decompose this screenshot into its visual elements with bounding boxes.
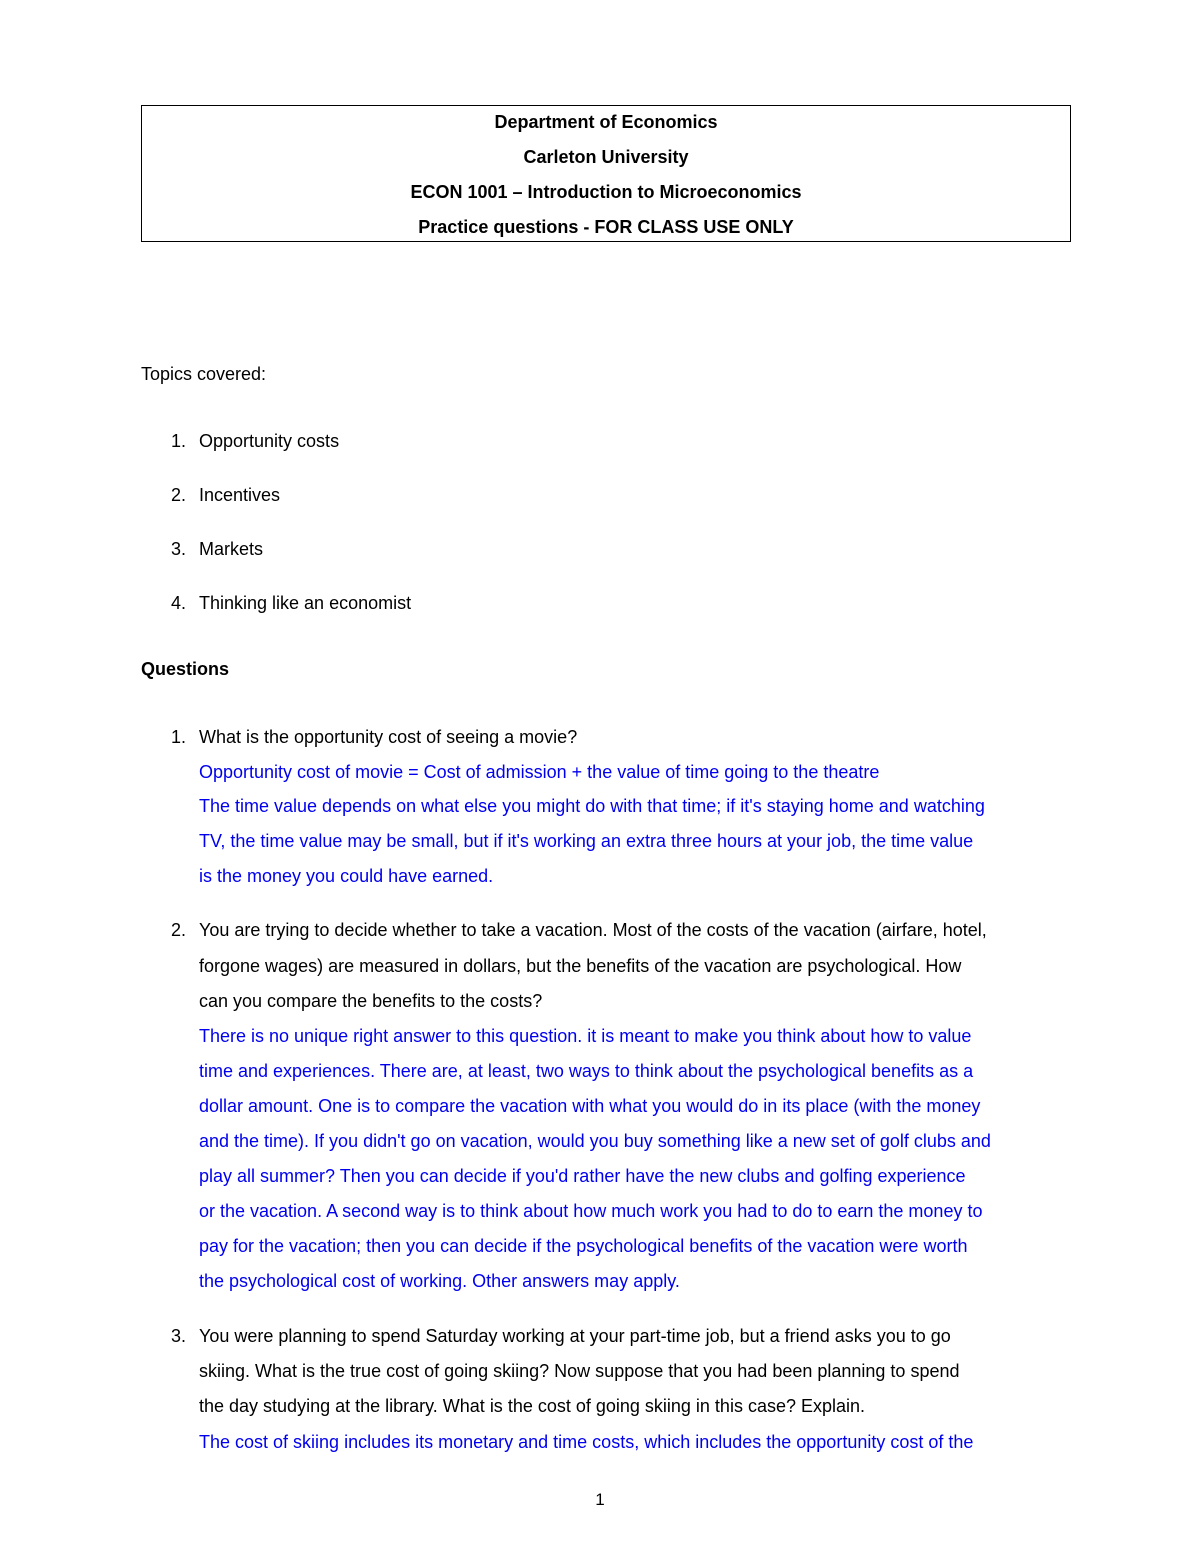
answer-text: and the time). If you didn't go on vacation, would you buy something like a new set of golf clubs and	[199, 1131, 991, 1151]
topic-text: Opportunity costs	[199, 431, 340, 451]
list-number: 4.	[170, 593, 186, 613]
question-number: 1.	[170, 727, 186, 747]
document-subtitle: Practice questions - FOR CLASS USE ONLY	[418, 217, 794, 237]
answer-text: TV, the time value may be small, but if it's working an extra three hours at your job, the time value	[199, 831, 974, 851]
answer-text: pay for the vacation; then you can decide if the psychological benefits of the vacation were worth	[199, 1236, 968, 1256]
header-box	[141, 105, 1071, 242]
answer-text: dollar amount. One is to compare the vacation with what you would do in its place (with the money	[199, 1096, 981, 1116]
department-title: Department of Economics	[494, 112, 718, 132]
university-title: Carleton University	[523, 147, 689, 167]
topic-text: Markets	[199, 539, 264, 559]
list-number: 2.	[170, 485, 186, 505]
question-text: You are trying to decide whether to take a vacation. Most of the costs of the vacation (airfare, hotel,	[199, 920, 987, 940]
answer-text: is the money you could have earned.	[199, 866, 494, 886]
question-text: What is the opportunity cost of seeing a movie?	[199, 727, 578, 747]
page-number: 1	[595, 1490, 605, 1509]
answer-text: or the vacation. A second way is to think about how much work you had to do to earn the money to	[199, 1201, 983, 1221]
topics-label: Topics covered:	[141, 364, 267, 384]
answer-text: The cost of skiing includes its monetary and time costs, which includes the opportunity cost of the	[199, 1432, 974, 1452]
topic-text: Incentives	[199, 485, 281, 505]
question-number: 2.	[170, 920, 186, 940]
list-number: 1.	[170, 431, 186, 451]
question-number: 3.	[170, 1326, 186, 1346]
answer-text: time and experiences. There are, at least, two ways to think about the psychological benefits as a	[199, 1061, 974, 1081]
answer-text: play all summer? Then you can decide if you'd rather have the new clubs and golfing experience	[199, 1166, 966, 1186]
question-text: can you compare the benefits to the costs?	[199, 991, 543, 1011]
topic-text: Thinking like an economist	[199, 593, 412, 613]
list-number: 3.	[170, 539, 186, 559]
question-text: forgone wages) are measured in dollars, but the benefits of the vacation are psychological. How	[199, 956, 962, 976]
answer-text: Opportunity cost of movie = Cost of admission + the value of time going to the theatre	[199, 762, 880, 782]
question-text: the day studying at the library. What is the cost of going skiing in this case? Explain.	[199, 1396, 866, 1416]
answer-text: the psychological cost of working. Other answers may apply.	[199, 1271, 680, 1291]
course-title: ECON 1001 – Introduction to Microeconomics	[410, 182, 802, 202]
answer-text: The time value depends on what else you might do with that time; if it's staying home and watching	[199, 796, 985, 816]
answer-text: There is no unique right answer to this question. it is meant to make you think about how to value	[199, 1026, 972, 1046]
question-text: skiing. What is the true cost of going skiing? Now suppose that you had been planning to spend	[199, 1361, 960, 1381]
question-text: You were planning to spend Saturday working at your part-time job, but a friend asks you to go	[199, 1326, 951, 1346]
questions-heading: Questions	[141, 659, 230, 679]
